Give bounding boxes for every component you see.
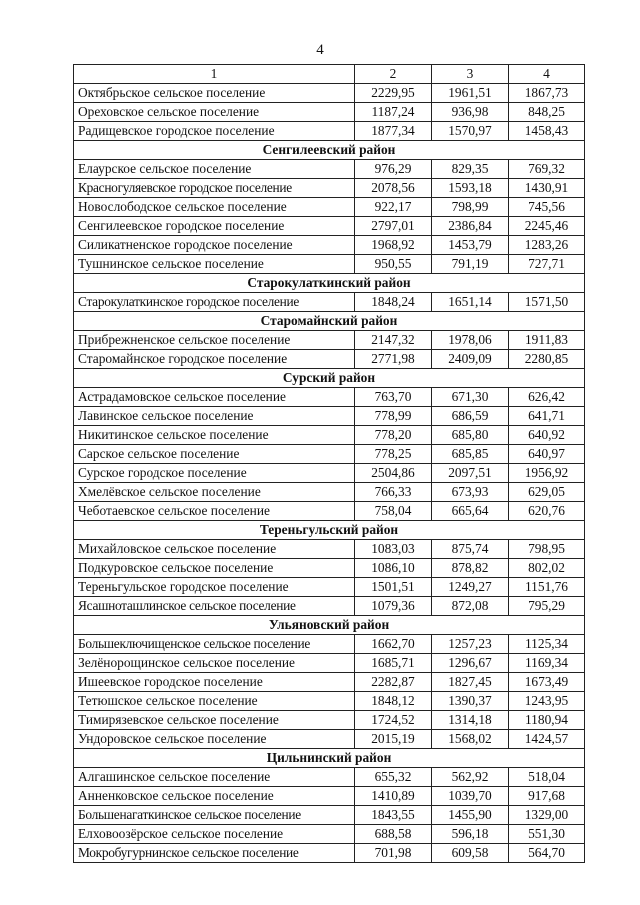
value-col-2: 976,29 [355,160,432,179]
value-col-4: 802,02 [509,559,585,578]
value-col-3: 596,18 [432,825,509,844]
table-row [74,654,585,673]
settlement-name: Новослободское сельское поселение [74,198,355,217]
value-col-2: 701,98 [355,844,432,863]
table-row [74,673,585,692]
value-col-4: 745,56 [509,198,585,217]
settlement-name: Тимирязевское сельское поселение [74,711,355,730]
settlement-name: Большеключищенское сельское поселение [74,635,355,654]
value-col-4: 1571,50 [509,293,585,312]
value-col-4: 798,95 [509,540,585,559]
table-row [74,160,585,179]
value-col-4: 1329,00 [509,806,585,825]
table-row [74,255,585,274]
table-row [74,483,585,502]
table-row [74,768,585,787]
value-col-4: 848,25 [509,103,585,122]
value-col-4: 1283,26 [509,236,585,255]
value-col-2: 1501,51 [355,578,432,597]
settlement-name: Сенгилеевское городское поселение [74,217,355,236]
settlements-table [73,64,585,863]
value-col-4: 2245,46 [509,217,585,236]
table-row [74,597,585,616]
value-col-3: 609,58 [432,844,509,863]
value-col-4: 2280,85 [509,350,585,369]
value-col-3: 1961,51 [432,84,509,103]
table-body [74,84,585,863]
header-col-2: 2 [355,65,432,84]
value-col-3: 1249,27 [432,578,509,597]
settlement-name: Тетюшское сельское поселение [74,692,355,711]
settlement-name: Михайловское сельское поселение [74,540,355,559]
district-heading-row [74,312,585,331]
table-row [74,464,585,483]
settlement-name: Красногуляевское городское поселение [74,179,355,198]
settlement-name: Елаурское сельское поселение [74,160,355,179]
value-col-3: 872,08 [432,597,509,616]
value-col-4: 795,29 [509,597,585,616]
value-col-2: 778,25 [355,445,432,464]
value-col-2: 1877,34 [355,122,432,141]
district-heading-row [74,141,585,160]
value-col-4: 551,30 [509,825,585,844]
settlement-name: Хмелёвское сельское поселение [74,483,355,502]
table-row [74,198,585,217]
header-col-3: 3 [432,65,509,84]
settlement-name: Подкуровское сельское поселение [74,559,355,578]
value-col-2: 1662,70 [355,635,432,654]
header-col-4: 4 [509,65,585,84]
value-col-3: 1568,02 [432,730,509,749]
value-col-2: 2797,01 [355,217,432,236]
district-heading: Тереньгульский район [74,521,585,540]
settlement-name: Сарское сельское поселение [74,445,355,464]
value-col-2: 922,17 [355,198,432,217]
value-col-3: 1455,90 [432,806,509,825]
value-col-2: 2229,95 [355,84,432,103]
value-col-4: 1430,91 [509,179,585,198]
value-col-4: 640,92 [509,426,585,445]
settlement-name: Старомайнское городское поселение [74,350,355,369]
table-row [74,350,585,369]
value-col-4: 1867,73 [509,84,585,103]
value-col-2: 1843,55 [355,806,432,825]
value-col-2: 758,04 [355,502,432,521]
value-col-3: 1314,18 [432,711,509,730]
value-col-3: 1453,79 [432,236,509,255]
value-col-3: 791,19 [432,255,509,274]
value-col-4: 1673,49 [509,673,585,692]
table-row [74,578,585,597]
value-col-3: 1827,45 [432,673,509,692]
table-row [74,787,585,806]
value-col-2: 950,55 [355,255,432,274]
settlement-name: Ундоровское сельское поселение [74,730,355,749]
table-row [74,559,585,578]
value-col-2: 2771,98 [355,350,432,369]
table-row [74,331,585,350]
settlement-name: Лавинское сельское поселение [74,407,355,426]
value-col-4: 640,97 [509,445,585,464]
table-row [74,217,585,236]
settlement-name: Тушнинское сельское поселение [74,255,355,274]
district-heading: Старокулаткинский район [74,274,585,293]
table-row [74,806,585,825]
value-col-4: 626,42 [509,388,585,407]
value-col-4: 727,71 [509,255,585,274]
value-col-3: 829,35 [432,160,509,179]
district-heading: Сенгилеевский район [74,141,585,160]
district-heading-row [74,521,585,540]
value-col-3: 671,30 [432,388,509,407]
value-col-3: 665,64 [432,502,509,521]
value-col-2: 1083,03 [355,540,432,559]
settlement-name: Октябрьское сельское поселение [74,84,355,103]
table-row [74,844,585,863]
district-heading: Цильнинский район [74,749,585,768]
settlement-name: Ясашноташлинское сельское поселение [74,597,355,616]
value-col-2: 778,99 [355,407,432,426]
value-col-2: 1079,36 [355,597,432,616]
value-col-2: 2504,86 [355,464,432,483]
table-row [74,502,585,521]
value-col-3: 686,59 [432,407,509,426]
table-row [74,293,585,312]
table-row [74,236,585,255]
district-heading: Старомайнский район [74,312,585,331]
value-col-4: 1151,76 [509,578,585,597]
value-col-4: 620,76 [509,502,585,521]
value-col-2: 688,58 [355,825,432,844]
table-row [74,407,585,426]
settlement-name: Старокулаткинское городское поселение [74,293,355,312]
value-col-2: 1410,89 [355,787,432,806]
settlement-name: Сурское городское поселение [74,464,355,483]
value-col-2: 1187,24 [355,103,432,122]
value-col-3: 878,82 [432,559,509,578]
settlement-name: Чеботаевское сельское поселение [74,502,355,521]
value-col-4: 564,70 [509,844,585,863]
value-col-2: 778,20 [355,426,432,445]
value-col-3: 2097,51 [432,464,509,483]
value-col-2: 1968,92 [355,236,432,255]
value-col-3: 1593,18 [432,179,509,198]
table-row [74,179,585,198]
page-number: 4 [316,42,324,58]
table-row [74,122,585,141]
value-col-4: 1424,57 [509,730,585,749]
settlement-name: Силикатненское городское поселение [74,236,355,255]
header-row [74,65,585,84]
value-col-2: 1724,52 [355,711,432,730]
value-col-4: 1125,34 [509,635,585,654]
value-col-2: 655,32 [355,768,432,787]
value-col-3: 1390,37 [432,692,509,711]
value-col-2: 2147,32 [355,331,432,350]
settlement-name: Елховоозёрское сельское поселение [74,825,355,844]
value-col-2: 766,33 [355,483,432,502]
value-col-3: 936,98 [432,103,509,122]
settlement-name: Зелёнорощинское сельское поселение [74,654,355,673]
value-col-4: 518,04 [509,768,585,787]
table-row [74,103,585,122]
table-row [74,635,585,654]
value-col-3: 1651,14 [432,293,509,312]
table-row [74,730,585,749]
value-col-3: 1257,23 [432,635,509,654]
settlement-name: Большенагаткинское сельское поселение [74,806,355,825]
district-heading: Ульяновский район [74,616,585,635]
value-col-2: 1848,12 [355,692,432,711]
settlement-name: Прибрежненское сельское поселение [74,331,355,350]
table-row [74,388,585,407]
value-col-3: 685,80 [432,426,509,445]
district-heading-row [74,369,585,388]
value-col-4: 1911,83 [509,331,585,350]
table-row [74,426,585,445]
value-col-2: 2078,56 [355,179,432,198]
value-col-4: 1169,34 [509,654,585,673]
table-row [74,540,585,559]
table-row [74,711,585,730]
value-col-2: 1086,10 [355,559,432,578]
table-row [74,825,585,844]
value-col-4: 769,32 [509,160,585,179]
value-col-3: 1570,97 [432,122,509,141]
value-col-3: 875,74 [432,540,509,559]
settlement-name: Ореховское сельское поселение [74,103,355,122]
value-col-3: 1978,06 [432,331,509,350]
value-col-3: 2409,09 [432,350,509,369]
value-col-4: 629,05 [509,483,585,502]
district-heading-row [74,616,585,635]
settlement-name: Алгашинское сельское поселение [74,768,355,787]
value-col-2: 1685,71 [355,654,432,673]
value-col-3: 1039,70 [432,787,509,806]
settlement-name: Мокробугурнинское сельское поселение [74,844,355,863]
settlement-name: Тереньгульское городское поселение [74,578,355,597]
value-col-4: 917,68 [509,787,585,806]
district-heading-row [74,274,585,293]
settlement-name: Радищевское городское поселение [74,122,355,141]
settlement-name: Анненковское сельское поселение [74,787,355,806]
table-row [74,84,585,103]
settlement-name: Ишеевское городское поселение [74,673,355,692]
value-col-4: 1956,92 [509,464,585,483]
value-col-2: 2015,19 [355,730,432,749]
district-heading: Сурский район [74,369,585,388]
table-row [74,692,585,711]
value-col-2: 1848,24 [355,293,432,312]
value-col-2: 2282,87 [355,673,432,692]
value-col-4: 1458,43 [509,122,585,141]
table-row [74,445,585,464]
value-col-4: 1180,94 [509,711,585,730]
value-col-3: 685,85 [432,445,509,464]
settlement-name: Никитинское сельское поселение [74,426,355,445]
value-col-3: 2386,84 [432,217,509,236]
value-col-4: 641,71 [509,407,585,426]
value-col-3: 798,99 [432,198,509,217]
value-col-3: 562,92 [432,768,509,787]
settlement-name: Астрадамовское сельское поселение [74,388,355,407]
header-col-1: 1 [74,65,355,84]
district-heading-row [74,749,585,768]
value-col-4: 1243,95 [509,692,585,711]
value-col-3: 673,93 [432,483,509,502]
value-col-2: 763,70 [355,388,432,407]
value-col-3: 1296,67 [432,654,509,673]
